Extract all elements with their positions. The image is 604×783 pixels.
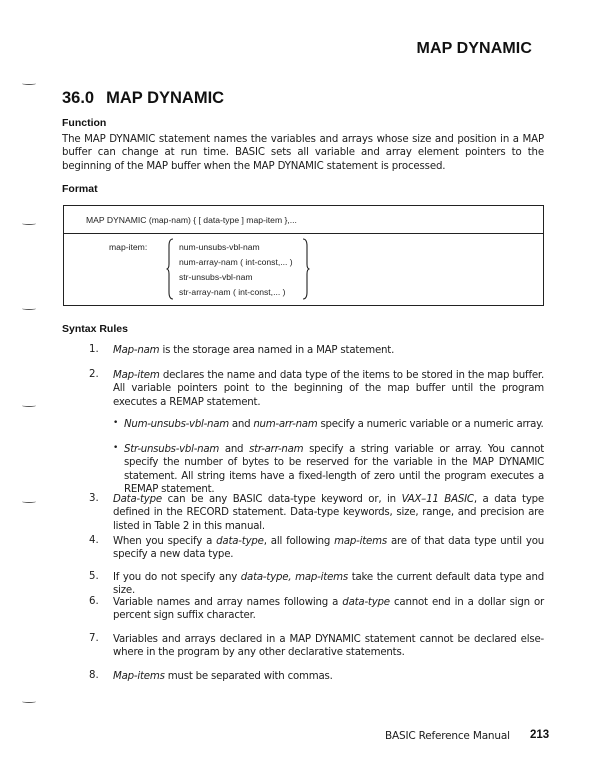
- rule-number: 8.: [89, 670, 99, 681]
- section-number: 36.0: [62, 89, 95, 107]
- punch-hole-mark: [22, 82, 36, 85]
- function-heading: Function: [62, 117, 107, 129]
- rule-number: 4.: [89, 535, 99, 546]
- right-brace-icon: [302, 238, 310, 300]
- rule-number: 2.: [89, 369, 99, 380]
- punch-hole-mark: [22, 404, 36, 407]
- rule-number: 3.: [89, 493, 99, 504]
- section-title: [62, 89, 224, 108]
- map-item-label: map-item:: [109, 242, 148, 252]
- rule-text: Map-nam is the storage area named in a MAP statement.: [113, 345, 395, 356]
- map-item-option: str-unsubs-vbl-nam: [179, 272, 253, 282]
- rule-number: 1.: [89, 344, 99, 355]
- punch-hole-mark: [22, 500, 36, 503]
- rule-text: If you do not specify any data-type, map-items take the current default data type and size.: [113, 572, 544, 597]
- rule-text: Map-items must be separated with commas.: [113, 671, 333, 682]
- rule-number: 7.: [89, 633, 99, 644]
- running-head: MAP DYNAMIC: [416, 40, 532, 57]
- rule-text: Variable names and array names following a data-type cannot end in a dollar sign or percent sign suffix character.: [113, 597, 544, 622]
- map-item-option: str-array-nam ( int-const,... ): [179, 287, 286, 297]
- bullet-text: Str-unsubs-vbl-nam and str-arr-nam specify a string variable or array. You cannot specify the number of bytes to be reserved for the variable in the MAP DYNAMIC statement. All string items have a fixed-length of zero until the program executes a REMAP statement.: [124, 444, 544, 496]
- map-item-option: num-array-nam ( int-const,... ): [179, 257, 293, 267]
- punch-hole-mark: [22, 700, 36, 703]
- rule-text: Map-item declares the name and data type of the items to be stored in the map buffer. All variable pointers point to the beginning of the map buffer until the program executes a REMAP statement.: [113, 370, 544, 408]
- bullet-icon: •: [113, 443, 119, 453]
- rule-text: Variables and arrays declared in a MAP DYNAMIC statement cannot be declared else-where in the program by any other declarative statements.: [113, 634, 544, 659]
- left-brace-icon: [166, 238, 174, 300]
- syntax-rules-heading: Syntax Rules: [62, 323, 128, 335]
- bullet-icon: •: [113, 418, 119, 428]
- rule-text: When you specify a data-type, all following map-items are of that data type until you specify a new data type.: [113, 536, 544, 561]
- map-item-option: num-unsubs-vbl-nam: [179, 242, 260, 252]
- punch-hole-mark: [22, 307, 36, 310]
- rule-text: Data-type can be any BASIC data-type keyword or, in VAX–11 BASIC, a data type defined in the RECORD statement. Data-type keywords, size, range, and precision are listed in Table 2 in this manual.: [113, 494, 544, 532]
- footer-manual-title: BASIC Reference Manual: [385, 730, 510, 742]
- format-syntax-line: MAP DYNAMIC (map-nam) { [ data-type ] map-item },...: [64, 206, 543, 234]
- function-paragraph: The MAP DYNAMIC statement names the variables and arrays whose size and position in a MAP buffer can change at run time. BASIC sets all variable and array element pointers to the beginning of the MAP buffer when the MAP DYNAMIC statement is processed.: [62, 134, 544, 172]
- rule-number: 5.: [89, 571, 99, 582]
- format-heading: Format: [62, 183, 98, 195]
- section-name: MAP DYNAMIC: [106, 89, 225, 107]
- rule-number: 6.: [89, 596, 99, 607]
- bullet-text: Num-unsubs-vbl-nam and num-arr-nam specify a numeric variable or a numeric array.: [124, 419, 544, 430]
- page-number: 213: [530, 729, 550, 741]
- map-item-options: [179, 240, 293, 300]
- format-syntax-box: [63, 205, 544, 306]
- punch-hole-mark: [22, 222, 36, 225]
